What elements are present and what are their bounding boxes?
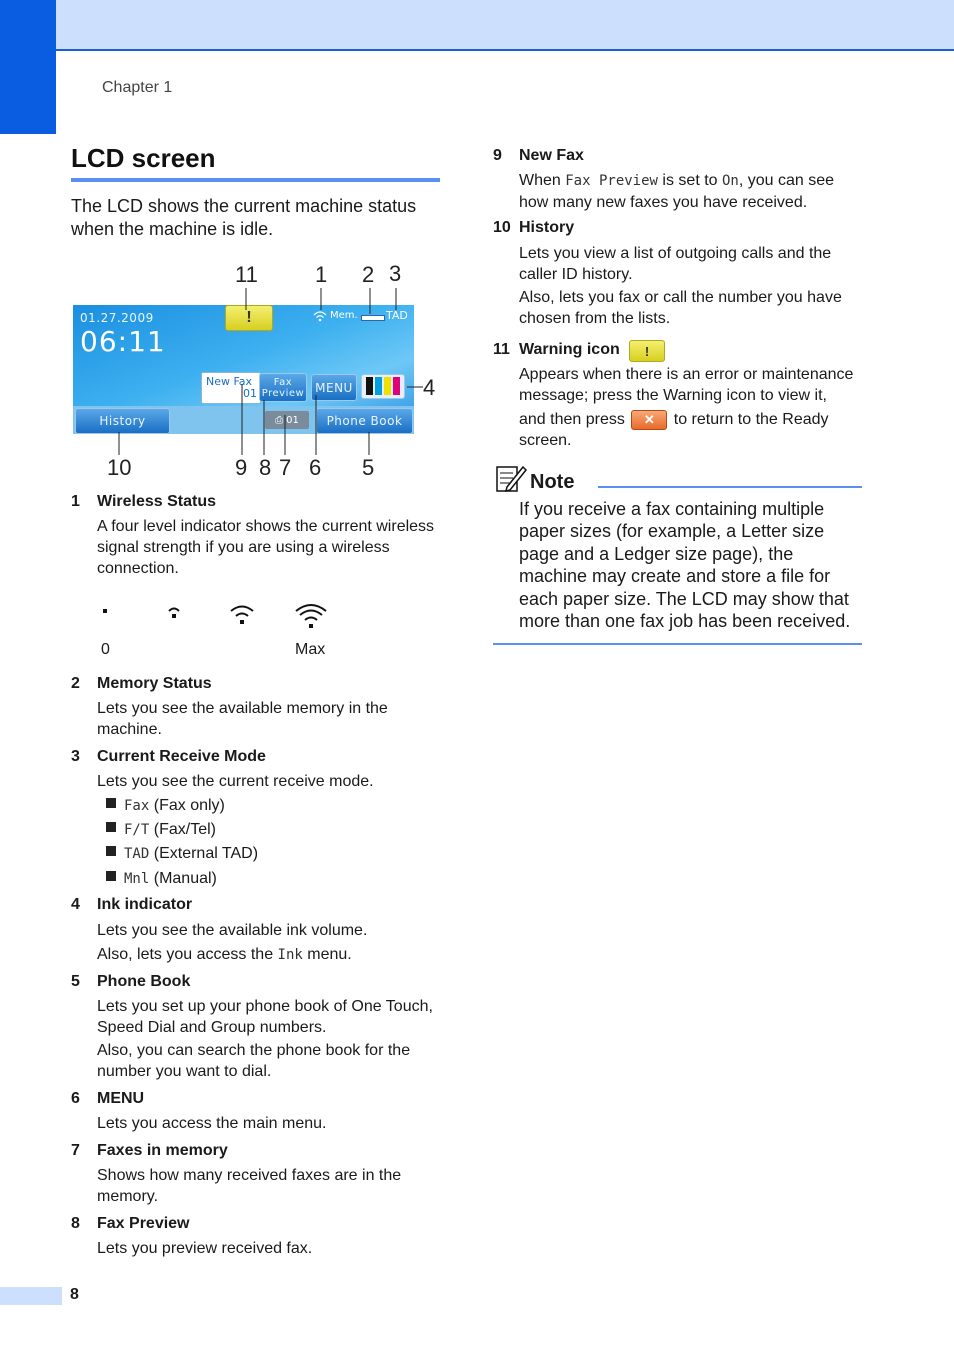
receive-mode-mnl-desc: (Manual)	[149, 870, 217, 887]
lcd-history-button[interactable]: History	[75, 408, 170, 434]
item-2-title: Memory Status	[97, 675, 212, 692]
bullet-marker	[106, 871, 116, 881]
wireless-level-1-icon	[162, 604, 186, 633]
receive-mode-ft-code: F/T	[124, 822, 150, 838]
note-title: Note	[530, 471, 575, 493]
item-4-body2-code: Ink	[277, 947, 303, 963]
lcd-new-fax-label: New Fax	[206, 375, 253, 388]
callout-3: 3	[389, 261, 402, 286]
lcd-faxes-in-memory-count: 01	[286, 414, 299, 426]
item-11-body2	[519, 409, 864, 451]
receive-mode-ft-desc: (Fax/Tel)	[149, 821, 216, 838]
wireless-level-max-icon	[294, 603, 328, 636]
item-9-mid: is set to	[657, 172, 722, 189]
item-9-pre: When	[519, 172, 566, 189]
item-11-title: Warning icon	[519, 341, 620, 358]
item-9-post: , you can see how many new faxes you have received.	[519, 172, 835, 211]
cancel-x-icon: ✕	[631, 410, 667, 430]
bullet-marker	[106, 846, 116, 856]
item-8-body: Lets you preview received fax.	[97, 1240, 313, 1257]
item-11-number: 11	[493, 341, 510, 358]
item-3-number: 3	[71, 748, 80, 765]
lcd-fax-preview-line2: Preview	[261, 387, 305, 399]
bullet-marker	[106, 798, 116, 808]
item-1-title: Wireless Status	[97, 493, 217, 510]
item-4-number: 4	[71, 896, 80, 913]
item-4-body2-post: menu.	[302, 946, 352, 963]
note-top-rule	[598, 486, 862, 488]
callout-5: 5	[362, 455, 375, 480]
item-10-number: 10	[493, 219, 511, 236]
item-10-title: History	[519, 219, 575, 236]
lcd-mem-label: Mem.	[330, 310, 358, 321]
receive-mode-tad-desc: (External TAD)	[149, 845, 259, 862]
item-5-number: 5	[71, 973, 80, 990]
callout-7: 7	[279, 455, 292, 480]
page-number: 8	[70, 1286, 79, 1303]
receive-mode-tad-code: TAD	[124, 846, 150, 862]
fax-machine-icon: ⎙	[275, 414, 284, 426]
item-2-number: 2	[71, 675, 80, 692]
item-11-body2-pre: and then press	[519, 411, 625, 428]
callout-11: 11	[235, 262, 258, 287]
item-8-number: 8	[71, 1215, 80, 1232]
item-9-body	[519, 170, 864, 213]
receive-mode-fax-desc: (Fax only)	[149, 797, 225, 814]
item-9-title: New Fax	[519, 147, 584, 164]
note-pencil-icon	[495, 463, 527, 493]
receive-mode-mnl-code: Mnl	[124, 871, 150, 887]
chapter-label: Chapter 1	[102, 79, 173, 96]
item-5-title: Phone Book	[97, 973, 191, 990]
lcd-time: 06:11	[80, 325, 166, 358]
receive-mode-fax-code: Fax	[124, 798, 150, 814]
note-bottom-rule	[493, 643, 862, 645]
wireless-level-0-icon	[100, 606, 112, 635]
item-3-title: Current Receive Mode	[97, 748, 266, 765]
lcd-phone-book-button[interactable]: Phone Book	[316, 408, 413, 434]
item-7-number: 7	[71, 1142, 80, 1159]
item-1-number: 1	[71, 493, 80, 510]
lcd-warning-icon[interactable]: !	[225, 305, 273, 331]
item-11-body: Appears when there is an error or maintenance message; press the Warning icon to view it,	[519, 366, 854, 404]
bullet-marker	[106, 822, 116, 832]
note-body: If you receive a fax containing multiple paper sizes (for example, a Letter size page and a Ledger size page), the machine may create and store a file for each paper size. The LCD may show that more than one fax job has been received.	[519, 499, 851, 632]
warning-icon: !	[629, 340, 665, 362]
item-7-body: Shows how many received faxes are in the memory.	[97, 1167, 402, 1205]
item-11-body2-post: to return to the Ready screen.	[519, 411, 829, 449]
item-9-code2: On	[722, 173, 739, 189]
callout-4: 4	[423, 375, 436, 400]
wireless-level-2-icon	[228, 604, 256, 635]
wireless-scale-min: 0	[101, 641, 110, 658]
callout-10: 10	[107, 455, 132, 480]
item-2-body: Lets you see the available memory in the machine.	[97, 700, 388, 738]
lcd-menu-button[interactable]: MENU	[311, 374, 357, 401]
receive-mode-tad	[124, 843, 258, 865]
callout-6: 6	[309, 455, 322, 480]
section-title: LCD screen	[71, 143, 216, 173]
callout-8: 8	[259, 455, 272, 480]
item-4-body: Lets you see the available ink volume.	[97, 922, 368, 939]
item-5-body2: Also, you can search the phone book for the number you want to dial.	[97, 1042, 411, 1080]
item-10-body2: Also, lets you fax or call the number you have chosen from the lists.	[519, 289, 842, 327]
receive-mode-ft	[124, 819, 216, 841]
callout-1: 1	[315, 262, 328, 287]
item-9-code1: Fax Preview	[565, 173, 658, 189]
item-1-body: A four level indicator shows the current wireless signal strength if you are using a wireless connection.	[97, 518, 435, 577]
item-10-body: Lets you view a list of outgoing calls and the caller ID history.	[519, 245, 832, 283]
receive-mode-mnl	[124, 868, 217, 890]
callout-9: 9	[235, 455, 248, 480]
lcd-date: 01.27.2009	[80, 311, 154, 325]
item-6-title: MENU	[97, 1090, 145, 1107]
item-4-body2-pre: Also, lets you access the	[97, 946, 278, 963]
wireless-scale-max: Max	[295, 641, 326, 658]
lcd-mode: TAD	[386, 309, 408, 322]
item-8-title: Fax Preview	[97, 1215, 190, 1232]
item-6-body: Lets you access the main menu.	[97, 1115, 327, 1132]
item-5-body: Lets you set up your phone book of One Touch, Speed Dial and Group numbers.	[97, 998, 433, 1036]
item-6-number: 6	[71, 1090, 80, 1107]
lcd-fax-preview-line1: Fax	[273, 376, 293, 388]
item-4-title: Ink indicator	[97, 896, 193, 913]
item-3-body: Lets you see the current receive mode.	[97, 773, 374, 790]
lcd-new-fax-count: 01	[243, 387, 257, 400]
callout-2: 2	[362, 262, 375, 287]
receive-mode-fax	[124, 795, 225, 817]
item-4-body2	[97, 944, 437, 966]
section-intro: The LCD shows the current machine status when the machine is idle.	[71, 196, 417, 239]
item-9-number: 9	[493, 147, 502, 164]
item-7-title: Faxes in memory	[97, 1142, 228, 1159]
footer-band	[0, 1287, 62, 1305]
